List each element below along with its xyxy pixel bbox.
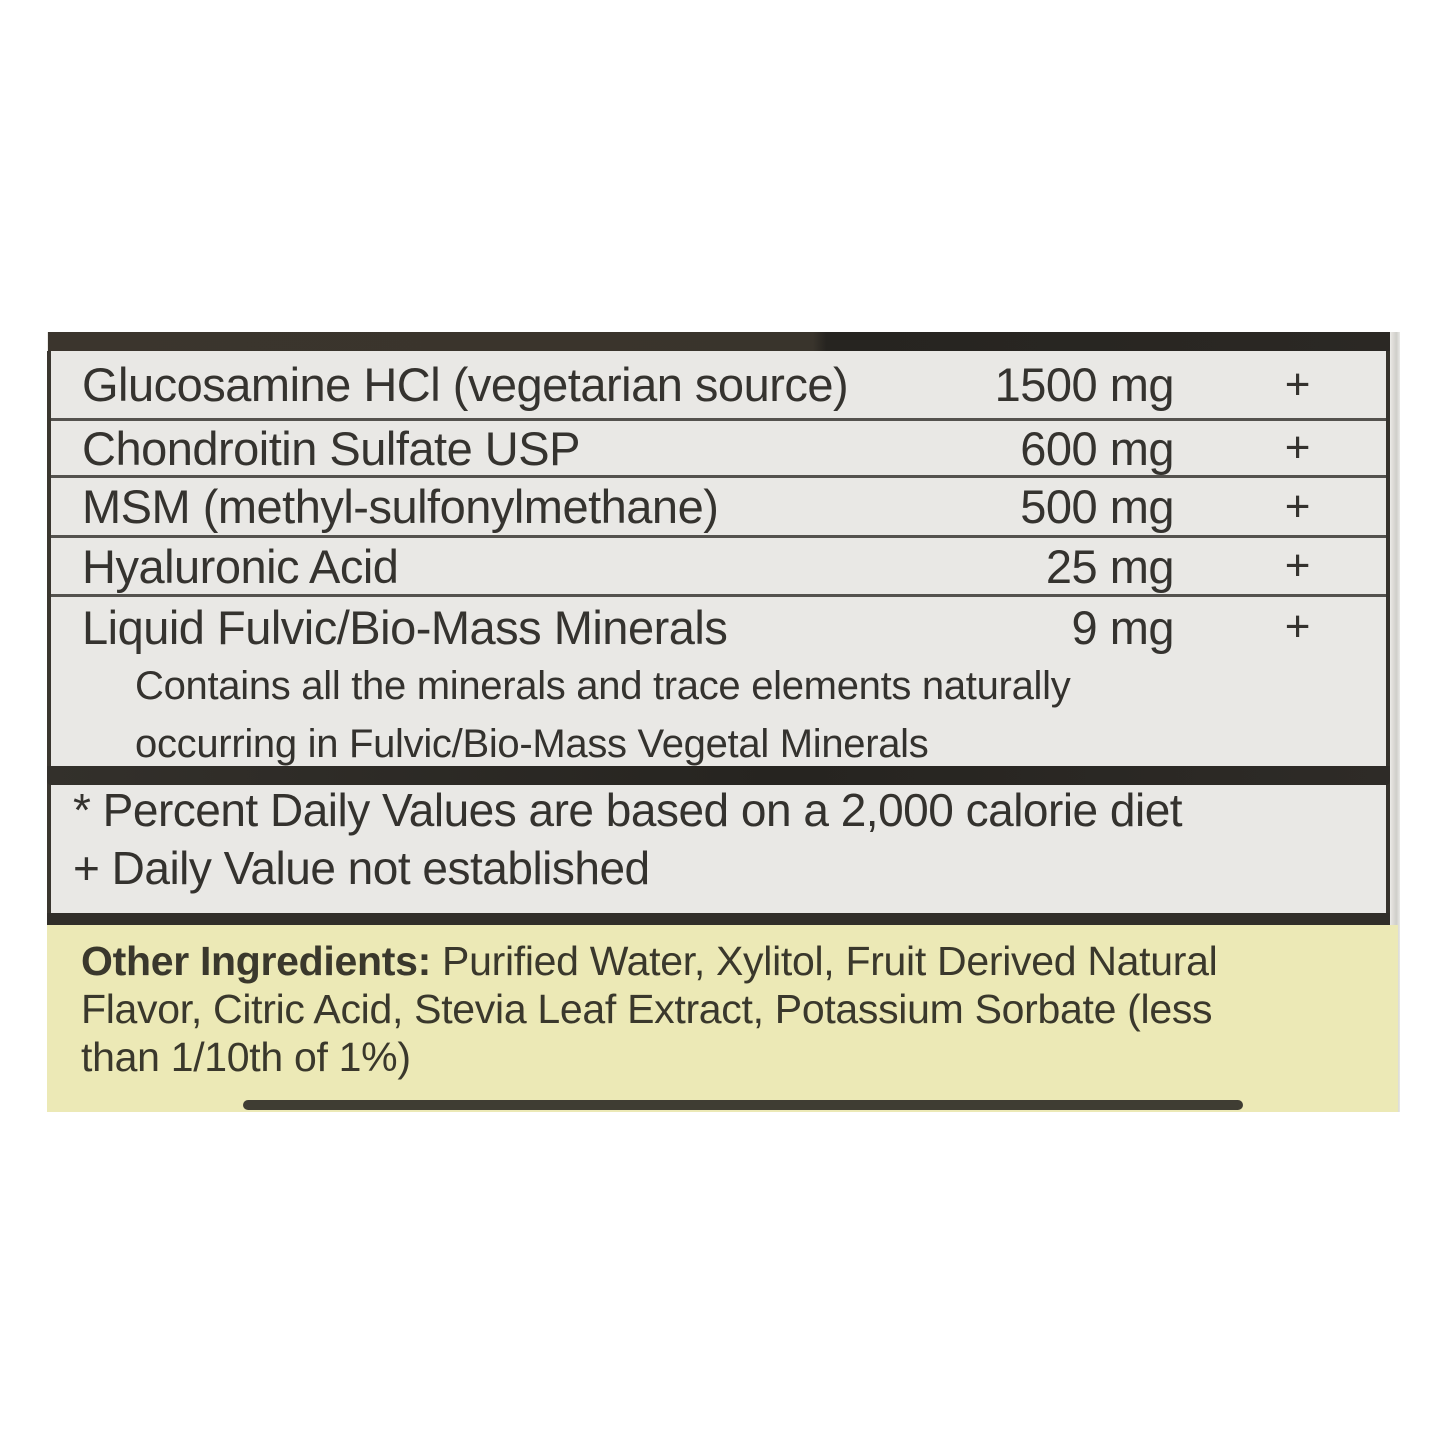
minerals-note — [51, 657, 1386, 773]
ingredient-row — [51, 351, 1386, 421]
ingredient-amount: 25 mg — [1045, 539, 1174, 593]
footnotes — [73, 781, 1182, 897]
ingredient-row — [51, 421, 1386, 478]
ingredient-amount: 500 mg — [1020, 480, 1174, 533]
ingredient-name: Hyaluronic Acid — [82, 539, 399, 593]
other-ingredients-line: Purified Water, Xylitol, Fruit Derived Natural — [430, 938, 1218, 984]
daily-value-symbol: + — [1284, 359, 1310, 409]
divider-bar-bottom — [47, 913, 1390, 925]
minerals-note-line: Contains all the minerals and trace elements naturally — [135, 664, 1071, 708]
ingredient-amount: 600 mg — [1020, 421, 1174, 475]
ingredient-row — [51, 597, 1386, 657]
other-ingredients-section — [47, 925, 1398, 1112]
ingredient-name: Glucosamine HCl (vegetarian source) — [82, 358, 849, 411]
daily-value-not-established-footnote: + Daily Value not established — [73, 842, 650, 894]
ingredient-row — [51, 478, 1386, 538]
supplement-label-photo — [47, 332, 1398, 1112]
divider-bar-fragment — [243, 1100, 1243, 1110]
ingredient-name: MSM (methyl-sulfonylmethane) — [82, 480, 719, 533]
divider-bar-top — [48, 332, 1390, 351]
minerals-note-line: occurring in Fulvic/Bio-Mass Vegetal Minerals — [135, 722, 929, 766]
ingredient-name: Chondroitin Sulfate USP — [82, 421, 580, 475]
percent-daily-value-footnote: * Percent Daily Values are based on a 2,000 calorie diet — [73, 784, 1183, 836]
ingredient-name: Liquid Fulvic/Bio-Mass Minerals — [82, 600, 728, 654]
other-ingredients-heading: Other Ingredients: — [81, 938, 431, 984]
daily-value-symbol: + — [1284, 481, 1310, 531]
other-ingredients-line: than 1/10th of 1%) — [81, 1034, 411, 1080]
other-ingredients-line: Flavor, Citric Acid, Stevia Leaf Extract, Potassium Sorbate (less — [81, 986, 1213, 1032]
ingredient-amount: 1500 mg — [994, 358, 1174, 411]
daily-value-symbol: + — [1284, 602, 1310, 651]
other-ingredients-paragraph — [47, 925, 1398, 1081]
daily-value-symbol: + — [1284, 541, 1310, 590]
daily-value-symbol: + — [1284, 423, 1310, 472]
supplement-facts-panel — [47, 351, 1390, 925]
ingredient-row — [51, 538, 1386, 597]
ingredient-amount: 9 mg — [1071, 600, 1174, 654]
